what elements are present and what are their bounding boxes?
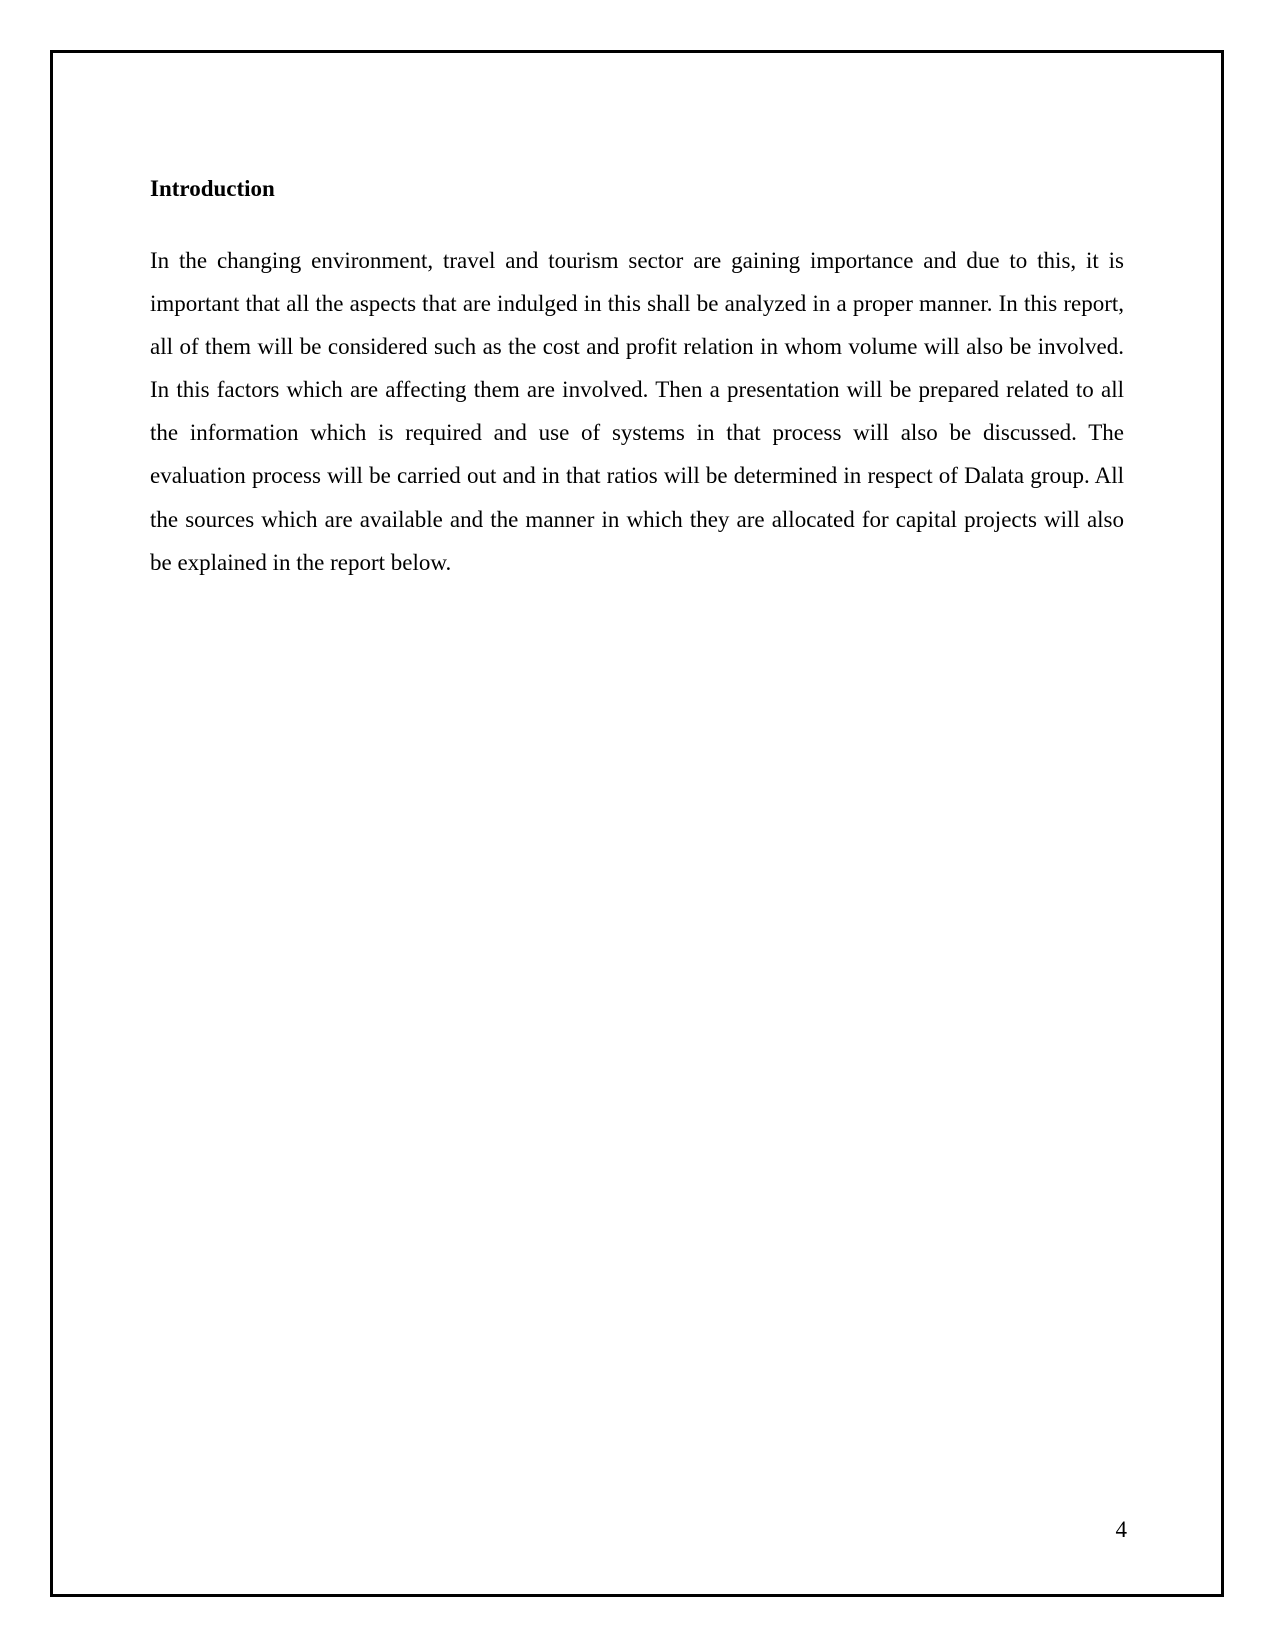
page-number: 4 xyxy=(1115,1517,1127,1542)
section-heading: Introduction xyxy=(150,176,275,201)
introduction-paragraph: In the changing environment, travel and tourism sector are gaining importance and due to this, it is important that all the aspects that are indulged in this shall be analyzed in a proper manner. In this report, all of them will be considered such as the cost and profit relation in whom volume will also be involved. In this factors which are affecting them are involved. Then a presentation will be prepared related to all the information which is required and use of systems in that process will also be discussed. The evaluation process will be carried out and in that ratios will be determined in respect of Dalata group. All the sources which are available and the manner in which they are allocated for capital projects will also be explained in the report below. xyxy=(150,248,1124,575)
